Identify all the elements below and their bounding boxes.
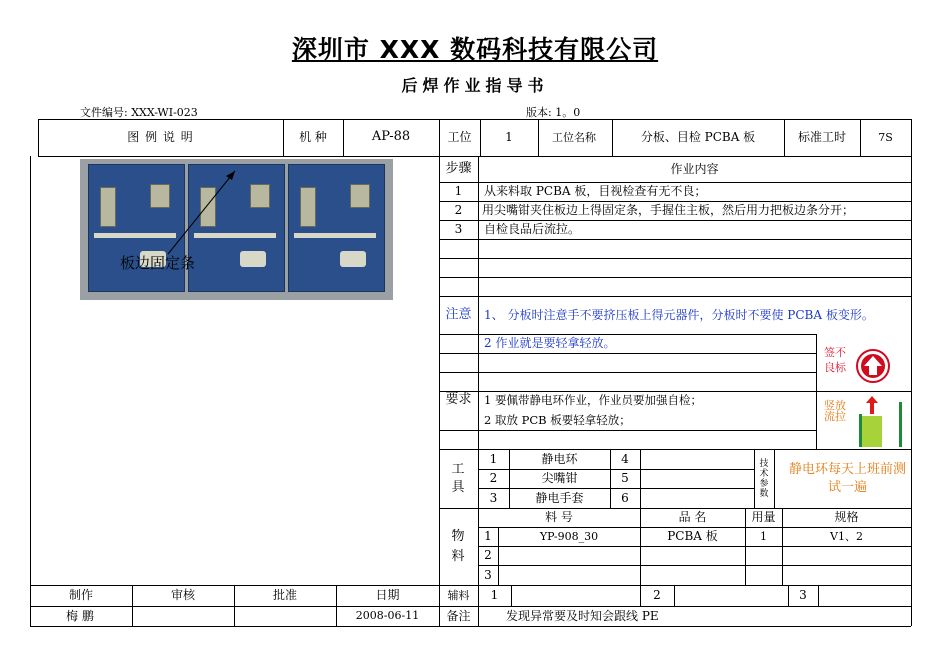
quantity-header: 用量 — [751, 510, 776, 524]
step-number: 3 — [454, 222, 463, 236]
remark-label: 备注 — [446, 608, 471, 623]
review-label: 审核 — [170, 588, 195, 602]
tool-number: 3 — [489, 490, 498, 505]
material-name: PCBA 板 — [667, 529, 718, 543]
material-quantity: 1 — [760, 529, 767, 543]
tech-params-label: 技术参数 — [759, 459, 769, 499]
tool-number: 6 — [621, 490, 629, 505]
part-no-header: 料 号 — [545, 510, 573, 524]
tool-name: 静电环 — [541, 451, 578, 466]
tool-number: 5 — [621, 471, 629, 485]
date-label: 日期 — [375, 588, 400, 602]
material-row-number: 1 — [484, 529, 492, 543]
step-number: 1 — [454, 184, 463, 198]
vertical-flow-icon — [855, 394, 905, 450]
step-number: 2 — [454, 203, 463, 217]
steps-label: 步骤 — [445, 160, 472, 176]
made-by-value: 梅 鹏 — [66, 608, 94, 623]
requirement-line-2: 2 取放 PCB 板要轻拿轻放； — [484, 412, 631, 427]
tool-name: 静电手套 — [535, 490, 584, 505]
std-time-label: 标准工时 — [797, 130, 846, 144]
document-title: 后焊作业指导书 — [401, 76, 549, 95]
model-label: 机 种 — [299, 130, 327, 144]
station-label: 工位 — [447, 130, 472, 144]
tool-number: 2 — [489, 471, 498, 485]
station-name-value: 分板、目检 PCBA 板 — [640, 130, 756, 144]
spec-header: 规格 — [834, 510, 859, 524]
note-line-1: 1、 分板时注意手不要挤压板上得元器件，分板时不要使 PCBA 板变形。 — [484, 307, 874, 322]
flow-label: 竖放流拉 — [824, 399, 846, 423]
model-value: AP-88 — [371, 129, 411, 145]
legend-label: 图 例 说 明 — [127, 130, 194, 144]
station-name-label: 工位名称 — [552, 130, 596, 144]
content-header: 作业内容 — [670, 161, 719, 176]
step-text: 自检良品后流拉。 — [484, 222, 581, 236]
station-value: 1 — [505, 130, 513, 144]
materials-label: 物料 — [451, 528, 465, 564]
aux-item-number: 2 — [653, 588, 661, 602]
step-text: 用尖嘴钳夹住板边上得固定条，手握住主板，然后用力把板边条分开； — [482, 203, 855, 217]
note-line-2: 2 作业就是要轻拿轻放。 — [484, 336, 616, 350]
made-by-label: 制作 — [68, 588, 93, 602]
notes-label: 注意 — [445, 306, 472, 322]
annotation-label: 板边固定条 — [120, 254, 196, 272]
pcba-photo — [80, 159, 393, 300]
aux-material-label: 辅料 — [447, 588, 470, 602]
upload-arrow-icon — [855, 348, 891, 384]
annotation-arrow — [80, 159, 393, 300]
material-row-number: 2 — [484, 548, 492, 562]
remark-text: 发现异常要及时知会跟线 PE — [506, 608, 659, 623]
material-row-number: 3 — [484, 567, 492, 582]
material-spec: V1、2 — [830, 529, 863, 543]
aux-item-number: 3 — [799, 588, 807, 602]
tool-number: 4 — [621, 451, 629, 466]
date-value: 2008-06-11 — [355, 609, 420, 623]
ng-tag-label: 签不良标 — [824, 346, 846, 374]
version: 版本: 1。0 — [526, 106, 581, 119]
company-name: 深圳市 XXX 数码科技有限公司 — [291, 35, 659, 64]
approve-label: 批准 — [272, 588, 297, 602]
requirement-line-1: 1 要佩带静电环作业，作业员要加强自检； — [484, 393, 702, 408]
material-part-no: YP-908_30 — [539, 529, 599, 543]
tools-label: 工具 — [451, 461, 465, 495]
tool-name: 尖嘴钳 — [541, 471, 578, 485]
file-number: 文件编号: XXX-WI-023 — [80, 106, 198, 119]
std-time-value: 7S — [878, 130, 893, 144]
part-name-header: 品 名 — [678, 510, 707, 524]
step-text: 从来料取 PCBA 板，目视检查有无不良； — [484, 184, 707, 198]
tool-number: 1 — [489, 451, 498, 466]
aux-item-number: 1 — [490, 588, 499, 602]
tech-note: 静电环每天上班前测试一遍 — [788, 461, 906, 495]
requirements-label: 要求 — [445, 392, 472, 408]
